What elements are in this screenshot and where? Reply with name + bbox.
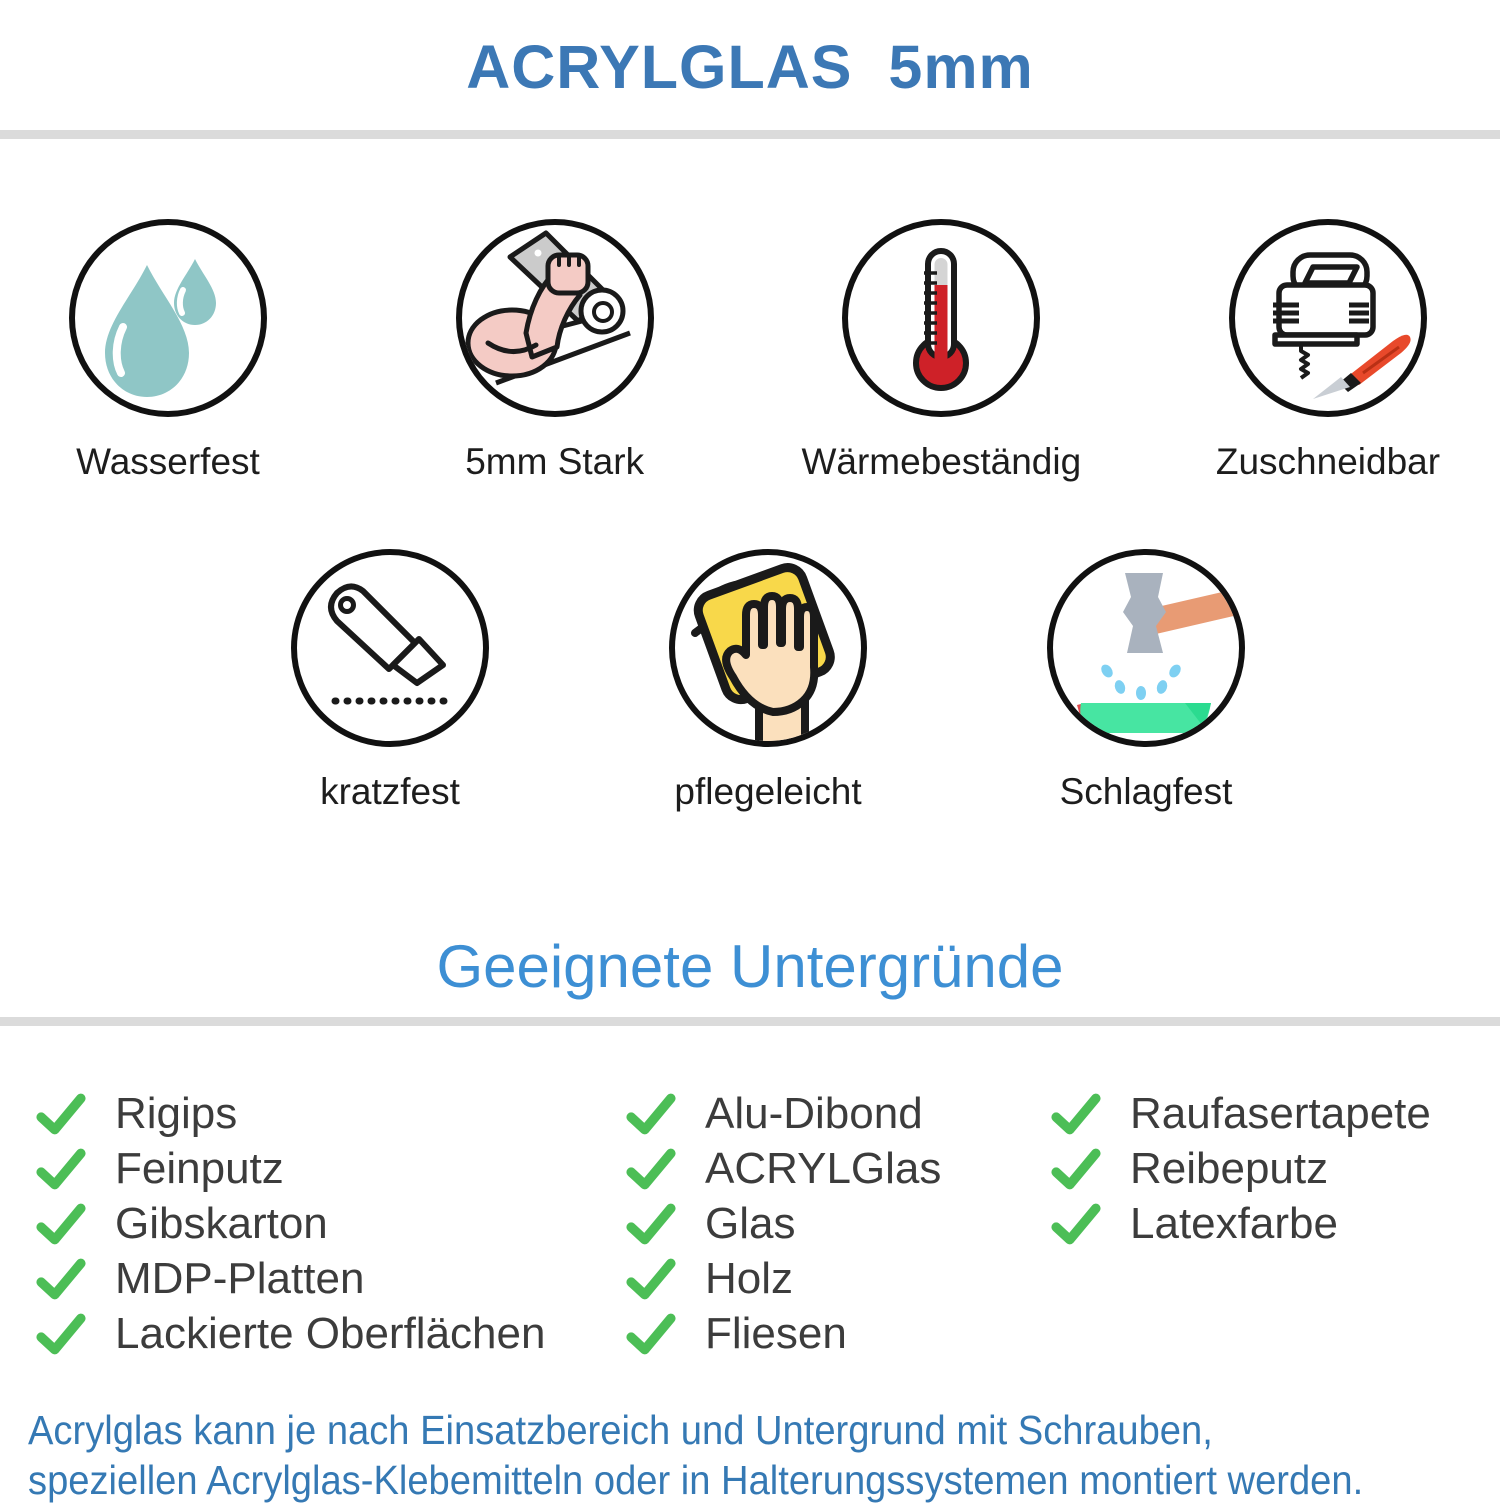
check-icon: [35, 1146, 87, 1192]
substrate-item: [625, 1086, 1050, 1141]
check-icon: [35, 1256, 87, 1302]
check-icon: [625, 1091, 677, 1137]
substrate-label: Lackierte Oberflächen: [115, 1308, 546, 1358]
wiping-hand-icon: [669, 549, 867, 747]
thermometer-icon: [842, 219, 1040, 417]
substrates-section: [0, 1026, 1500, 1361]
substrate-item: [1050, 1196, 1500, 1251]
features-row-2: [0, 483, 1500, 813]
feature-schlagfest: [996, 549, 1296, 813]
feature-label-pflegeleicht: pflegeleicht: [674, 771, 862, 812]
jigsaw-icon: [1229, 219, 1427, 417]
feature-label-schlagfest: Schlagfest: [1059, 771, 1233, 812]
substrate-item: [35, 1086, 625, 1141]
mounting-note-line-2: speziellen Acrylglas-Klebemitteln oder in Halterungssystemen montiert werden.: [28, 1457, 1364, 1503]
substrate-label: Latexfarbe: [1130, 1198, 1338, 1248]
feature-kratzfest: [240, 549, 540, 813]
substrate-label: Glas: [705, 1198, 796, 1248]
substrates-column-2: [625, 1086, 1050, 1361]
feature-wasserfest: [18, 219, 318, 483]
utility-knife-icon: [291, 549, 489, 747]
mounting-note-line-1: Acrylglas kann je nach Einsatzbereich und Untergrund mit Schrauben,: [28, 1407, 1213, 1453]
substrate-item: [35, 1141, 625, 1196]
substrate-label: Feinputz: [115, 1143, 284, 1193]
features-row-1: [0, 139, 1500, 483]
feature-5mm-stark: [405, 219, 705, 483]
mounting-note: [0, 1361, 1500, 1505]
substrate-label: ACRYLGlas: [705, 1143, 942, 1193]
substrate-item: [625, 1306, 1050, 1361]
feature-pflegeleicht: [618, 549, 918, 813]
substrate-item: [625, 1251, 1050, 1306]
feature-label-kratzfest: kratzfest: [320, 771, 460, 812]
substrates-heading: Geeignete Untergründe: [436, 933, 1064, 1000]
check-icon: [35, 1311, 87, 1357]
page-title: ACRYLGLAS 5mm: [466, 33, 1034, 101]
water-drops-icon: [69, 219, 267, 417]
check-icon: [1050, 1091, 1102, 1137]
check-icon: [625, 1201, 677, 1247]
substrate-item: [625, 1196, 1050, 1251]
top-divider: [0, 130, 1500, 139]
substrates-divider: [0, 1017, 1500, 1026]
substrate-label: Raufasertapete: [1130, 1088, 1431, 1138]
substrates-column-3: [1050, 1086, 1500, 1251]
muscle-arm-icon: [456, 219, 654, 417]
substrate-item: [625, 1141, 1050, 1196]
feature-zuschneidbar: [1178, 219, 1478, 483]
feature-waermebestaendig: [791, 219, 1091, 483]
substrate-item: [35, 1196, 625, 1251]
substrate-item: [35, 1306, 625, 1361]
substrate-label: Fliesen: [705, 1308, 847, 1358]
check-icon: [625, 1256, 677, 1302]
substrate-item: [1050, 1086, 1500, 1141]
feature-label-zuschneidbar: Zuschneidbar: [1215, 441, 1441, 482]
check-icon: [1050, 1201, 1102, 1247]
features-section: [0, 139, 1500, 813]
check-icon: [625, 1311, 677, 1357]
hammer-icon: [1047, 549, 1245, 747]
check-icon: [625, 1146, 677, 1192]
substrates-column-1: [35, 1086, 625, 1361]
substrate-label: Holz: [705, 1253, 794, 1303]
check-icon: [35, 1201, 87, 1247]
substrate-item: [1050, 1141, 1500, 1196]
substrate-item: [35, 1251, 625, 1306]
substrate-label: Gibskarton: [115, 1198, 328, 1248]
check-icon: [1050, 1146, 1102, 1192]
check-icon: [35, 1091, 87, 1137]
substrate-label: Reibeputz: [1130, 1143, 1329, 1193]
feature-label-5mm-stark: 5mm Stark: [465, 441, 645, 482]
substrate-label: Alu-Dibond: [705, 1088, 923, 1138]
feature-label-waermebestaendig: Wärmebeständig: [801, 441, 1082, 482]
feature-label-wasserfest: Wasserfest: [76, 441, 260, 482]
substrate-label: MDP-Platten: [115, 1253, 365, 1303]
substrate-label: Rigips: [115, 1088, 238, 1138]
